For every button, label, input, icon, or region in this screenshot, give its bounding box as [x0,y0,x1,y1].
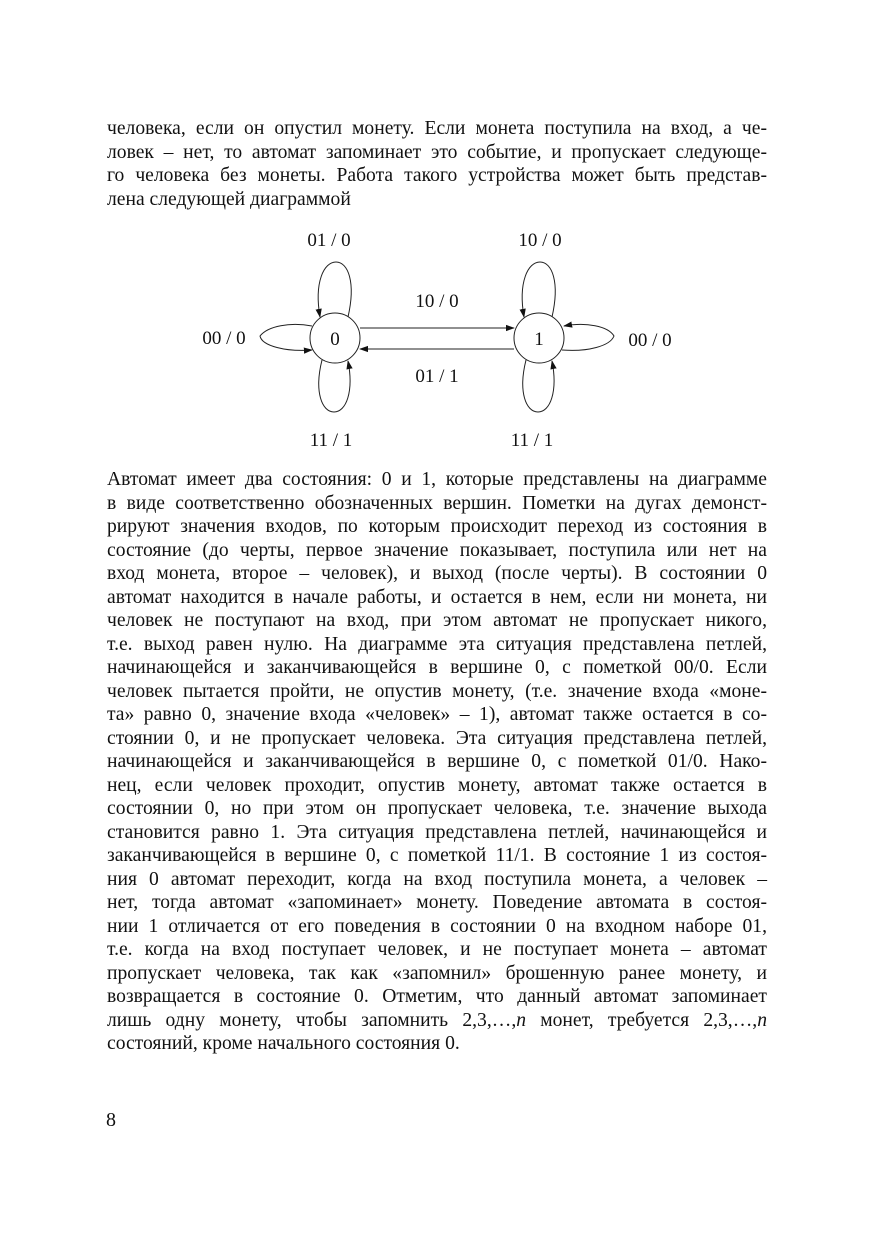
math-sequence: 2,3,…, [703,1009,758,1031]
text-line: лена следующей диаграммой [107,188,351,210]
text-fragment: монет, требуется [526,1009,704,1031]
s0-left-loop-label: 00 / 0 [202,328,246,349]
math-variable: n [757,1009,767,1031]
text-line: т.е. выход равен нулю. На диаграмме эта ситуация представлена петлей, [107,633,767,655]
s1-bottom-loop-label: 11 / 1 [510,430,554,451]
text-fragment: лишь одну монету, чтобы запомнить [107,1009,463,1031]
text-line: ния 0 автомат переходит, когда на вход поступила монета, а человек – [107,868,767,890]
s0-bottom-loop-arc [319,360,350,412]
s1-right-loop-label: 00 / 0 [628,330,672,351]
s0-bottom-loop-label: 11 / 1 [309,430,353,451]
page-number: 8 [106,1109,116,1131]
text-line: возвращается в состояние 0. Отметим, что данный автомат запоминает [107,986,767,1007]
text-line: начинающейся и заканчивающейся в вершине 0, с пометкой 01/0. Нако- [107,751,767,772]
text-line: ловек – нет, то автомат запоминает это событие, и пропускает следующе- [107,141,767,163]
text-line: состояние (до черты, первое значение показывает, поступила или нет на [107,539,767,561]
text-line: состоянии 0, но при этом он пропускает человека, т.е. значение выхода [107,798,767,819]
s0-to-s1-label: 10 / 0 [415,291,459,312]
math-sequence: 2,3,…, [462,1009,517,1031]
text-line: Автомат имеет два состояния: 0 и 1, которые представлены на диаграмме [107,469,767,490]
state-1-label: 1 [534,329,544,350]
s0-top-loop-label: 01 / 0 [307,230,351,251]
s1-right-loop-arc [562,324,614,350]
text-line: человек не поступают на вход, при этом автомат не пропускает никого, [107,610,767,631]
text-line: рируют значения входов, по которым происходит переход из состояния в [107,516,767,537]
text-line: человек пытается пройти, не опустив монету, (т.е. значение входа «моне- [107,680,767,702]
state-diagram [190,222,690,462]
s0-left-loop-arc [260,324,312,350]
text-line: нии 1 отличается от его поведения в состоянии 0 на входном наборе 01, [107,915,767,937]
text-line: стоянии 0, и не пропускает человека. Эта ситуация представлена петлей, [107,727,767,749]
body-paragraph [107,468,767,1056]
text-line-with-math [107,1009,767,1033]
text-line: начинающейся и заканчивающейся в вершине 0, с пометкой 00/0. Если [107,657,767,678]
text-line: т.е. когда на вход поступает человек, и не поступает монета – автомат [107,939,767,960]
s1-to-s0-label: 01 / 1 [415,366,459,387]
text-line: пропускает человека, так как «запомнил» брошенную ранее монету, и [107,962,767,984]
text-line: нец, если человек проходит, опустив монету, автомат также остается в [107,774,767,796]
text-line: та» равно 0, значение входа «человек» – 1), автомат также остается в со- [107,704,767,725]
math-variable: n [516,1009,527,1031]
s1-top-loop-arc [522,262,555,317]
text-line: состояний, кроме начального состояния 0. [107,1033,460,1054]
intro-paragraph [107,117,767,211]
text-line: нет, тогда автомат «запоминает» монету. Поведение автомата в состоя- [107,892,767,913]
s1-top-loop-label: 10 / 0 [518,230,562,251]
text-line: становится равно 1. Эта ситуация представлена петлей, начинающейся и [107,821,767,843]
text-line: вход монета, второе – человек), и выход (после черты). В состоянии 0 [107,563,767,584]
text-line: заканчивающейся в вершине 0, с пометкой 11/1. В состояние 1 из состоя- [107,845,767,866]
s1-bottom-loop-arc [523,360,554,412]
text-line: в виде соответственно обозначенных вершин. Пометки на дугах демонст- [107,492,767,514]
state-0-label: 0 [330,329,340,350]
text-line: го человека без монеты. Работа такого устройства может быть представ- [107,165,767,186]
text-line: человека, если он опустил монету. Если монета поступила на вход, а че- [107,118,767,139]
s0-top-loop-arc [318,262,351,317]
text-line: автомат находится в начале работы, и остается в нем, если ни монета, ни [107,586,767,608]
